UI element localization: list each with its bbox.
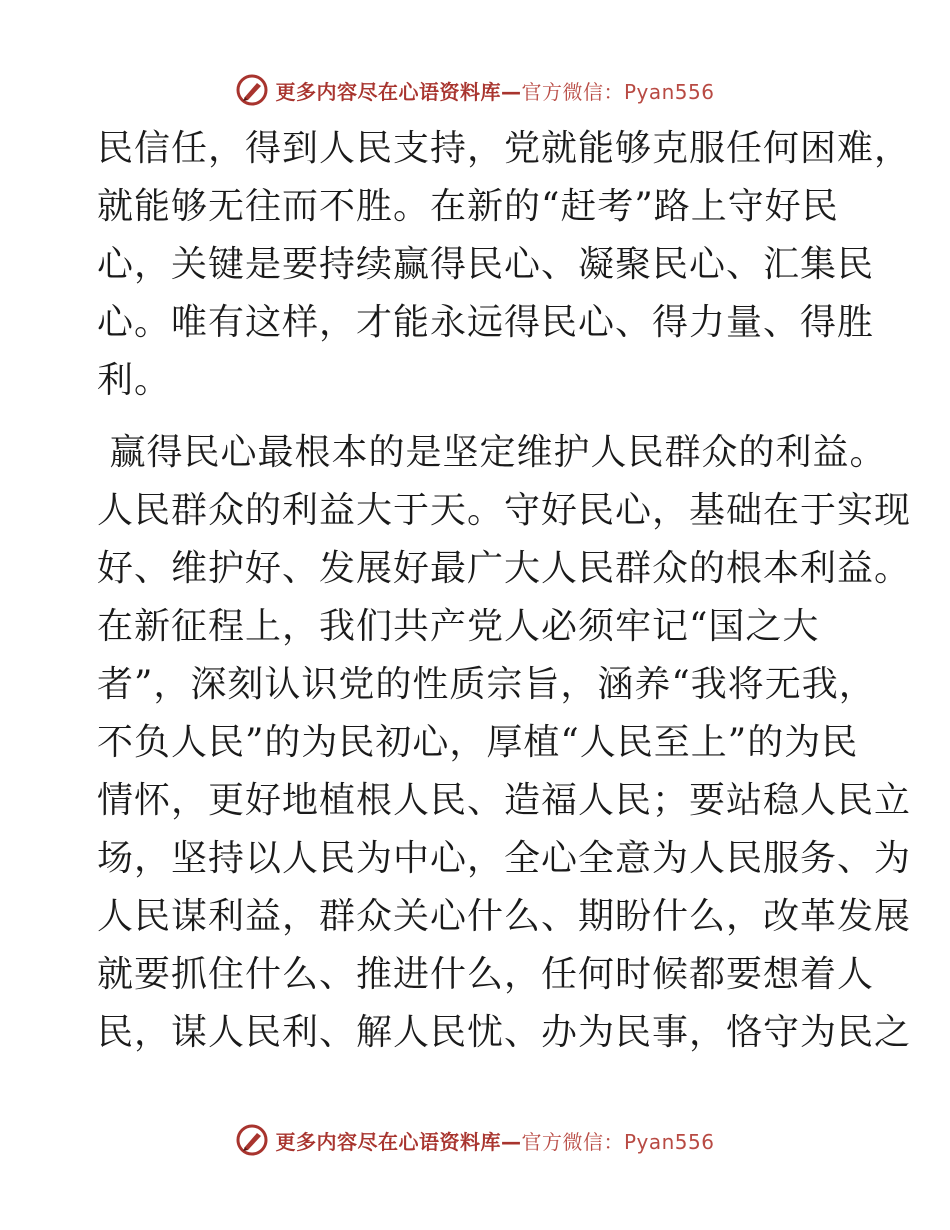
text-line: 在新征程上，我们共产党人必须牢记“国之大 [97, 606, 820, 647]
paragraph-2 [97, 424, 912, 1062]
text-line: 场，坚持以人民为中心，全心全意为人民服务、为 [97, 838, 912, 879]
text-line: 情怀，更好地植根人民、造福人民；要站稳人民立 [97, 780, 912, 821]
text-line: 赢得民心最根本的是坚定维护人民群众的利益。 [97, 432, 887, 473]
header-banner-wechat: 官方微信：Pyan556 [521, 79, 715, 104]
footer-banner-wechat: 官方微信：Pyan556 [521, 1129, 715, 1154]
text-line: 就要抓住什么、推进什么，任何时候都要想着人 [97, 954, 875, 995]
text-line: 心。唯有这样，才能永远得民心、得力量、得胜 [97, 302, 875, 343]
document-body [97, 120, 912, 1062]
text-line: 人民群众的利益大于天。守好民心，基础在于实现 [97, 490, 912, 531]
footer-banner [0, 1120, 950, 1160]
text-line: 心，关键是要持续赢得民心、凝聚民心、汇集民 [97, 244, 875, 285]
text-line: 就能够无往而不胜。在新的“赶考”路上守好民 [97, 186, 839, 227]
header-banner [0, 70, 950, 110]
footer-banner-main: 更多内容尽在心语资料库— [275, 1129, 522, 1154]
text-line: 利。 [97, 360, 172, 401]
footer-banner-text [275, 1126, 714, 1155]
header-banner-text [275, 76, 714, 105]
text-line: 者”，深刻认识党的性质宗旨，涵养“我将无我， [97, 664, 876, 705]
paragraph-1 [97, 120, 912, 410]
text-line: 民，谋人民利、解人民忧、办为民事，恪守为民之 [97, 1012, 912, 1053]
text-line: 不负人民”的为民初心，厚植“人民至上”的为民 [97, 722, 859, 763]
text-line: 民信任，得到人民支持，党就能够克服任何困难， [97, 128, 912, 169]
header-banner-main: 更多内容尽在心语资料库— [275, 79, 522, 104]
text-line: 人民谋利益，群众关心什么、期盼什么，改革发展 [97, 896, 912, 937]
pen-logo-icon [235, 73, 269, 107]
text-line: 好、维护好、发展好最广大人民群众的根本利益。 [97, 548, 912, 589]
pen-logo-icon [235, 1123, 269, 1157]
